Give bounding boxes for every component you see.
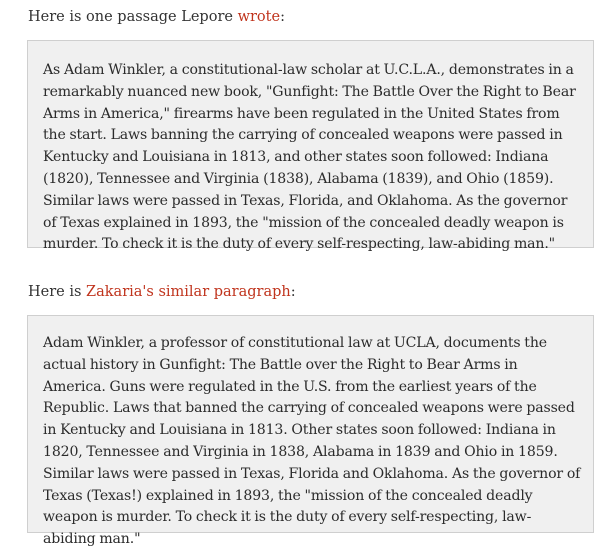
- intro-lepore-suffix: :: [280, 9, 285, 25]
- lepore-wrote-link[interactable]: wrote: [237, 9, 281, 25]
- zakaria-blockquote: [27, 315, 594, 548]
- zakaria-paragraph-link[interactable]: Zakaria's similar paragraph: [86, 284, 291, 300]
- intro-lepore-prefix: Here is one passage Lepore: [28, 9, 238, 25]
- intro-zakaria-prefix: Here is: [28, 284, 87, 300]
- intro-lepore: [28, 7, 285, 27]
- zakaria-passage: Adam Winkler, a professor of constitutional law at UCLA, documents the actual history in Gunfight: The Battle over the Right to Bear Arms in America. Guns were regulated in the U.S. from the earliest years of the Republic. Laws that banned the carrying of concealed weapons were passed in Kentucky and Louisiana in 1813. Other states soon followed: Indiana in 1820, Tennessee and Virginia in 1838, Alabama in 1839 and Ohio in 1859. Similar laws were passed in Texas, Florida and Oklahoma. As the governor of Texas (Texas!) explained in 1893, the "mission of the concealed deadly weapon is murder. To check it is the duty of every self-respecting, law-abiding man.": [43, 335, 581, 548]
- lepore-blockquote: [27, 40, 594, 253]
- intro-zakaria: [28, 282, 296, 302]
- intro-zakaria-suffix: :: [290, 284, 296, 300]
- lepore-passage: As Adam Winkler, a constitutional-law scholar at U.C.L.A., demonstrates in a remarkably nuanced new book, "Gunfight: The Battle Over the Right to Bear Arms in America," firearms have been regulated in the United States from the start. Laws banning the carrying of concealed weapons were passed in Kentucky and Louisiana in 1813, and other states soon followed: Indiana (1820), Tennessee and Virginia (1838), Alabama (1839), and Ohio (1859). Similar laws were passed in Texas, Florida, and Oklahoma. As the governor of Texas explained in 1893, the "mission of the concealed deadly weapon is murder. To check it is the duty of every self-respecting, law-abiding man.": [43, 62, 576, 253]
